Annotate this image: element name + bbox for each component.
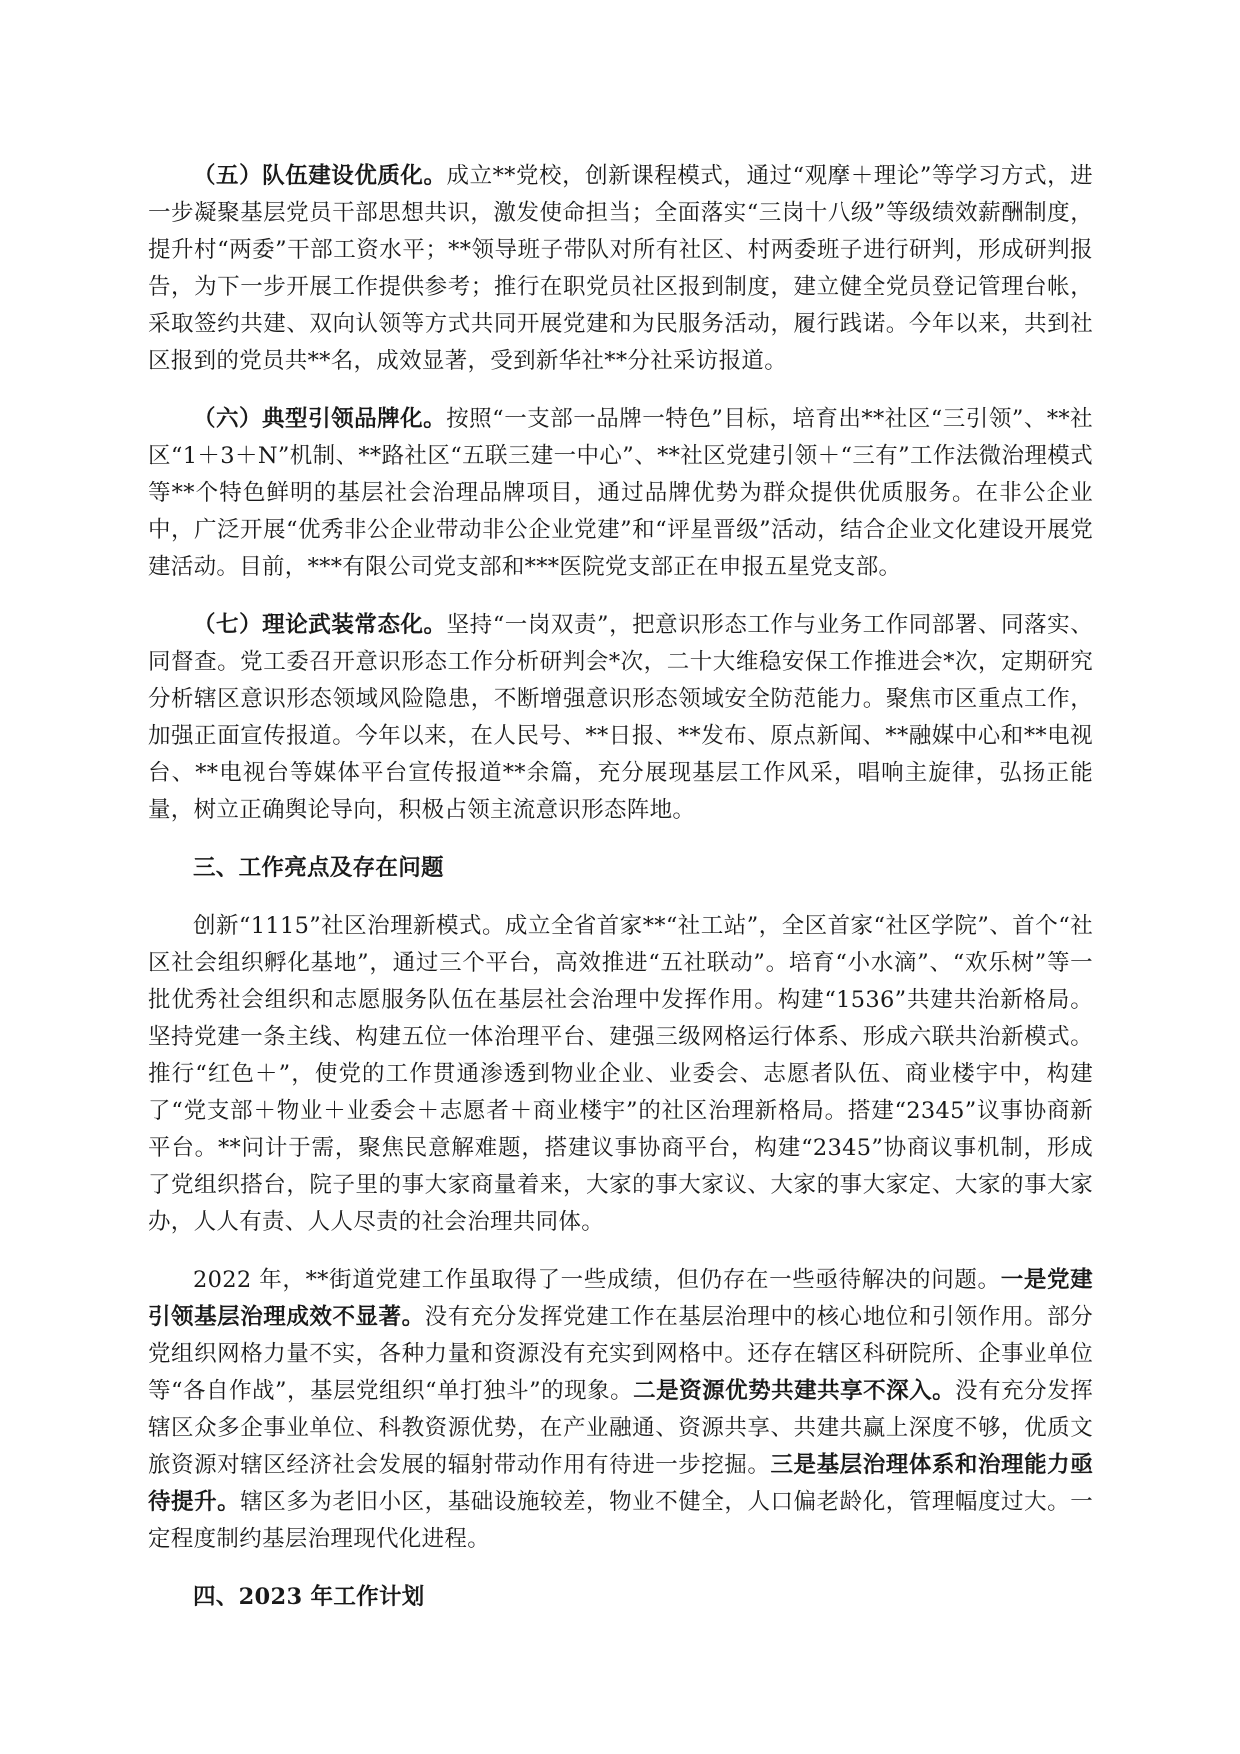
paragraph-theory-arming (148, 607, 1093, 829)
paragraph-text: 坚持“一岗双责”，把意识形态工作与业务工作同部署、同落实、同督查。党工委召开意识形态工作分析研判会*次，二十大维稳安保工作推进会*次，定期研究分析辖区意识形态领域风险隐患，不断增强意识形态领域安全防范能力。聚焦市区重点工作，加强正面宣传报道。今年以来，在人民号、**日报、**发布、原点新闻、**融媒中心和**电视台、**电视台等媒体平台宣传报道**余篇，充分展现基层工作风采，唱响主旋律，弘扬正能量，树立正确舆论导向，积极占领主流意识形态阵地。 (148, 612, 1093, 823)
section-heading-highlights-problems: 三、工作亮点及存在问题 (193, 855, 444, 881)
paragraph-typical-leading (148, 401, 1093, 586)
paragraph-team-building (148, 158, 1093, 380)
paragraph-lead: （七）理论武装常态化。 (193, 612, 447, 638)
document-body (148, 158, 1093, 1637)
paragraph-text: 成立**党校，创新课程模式，通过“观摩＋理论”等学习方式，进一步凝聚基层党员干部思想共识，激发使命担当；全面落实“三岗十八级”等级绩效薪酬制度，提升村“两委”干部工资水平；**领导班子带队对所有社区、村两委班子进行研判，形成研判报告，为下一步开展工作提供参考；推行在职党员社区报到制度，建立健全党员登记管理台帐，采取签约共建、双向认领等方式共同开展党建和为民服务活动，履行践诺。今年以来，共到社区报到的党员共**名，成效显著，受到新华社**分社采访报道。 (148, 163, 1093, 374)
paragraph-highlights (148, 908, 1093, 1241)
paragraph-lead: （六）典型引领品牌化。 (193, 406, 447, 432)
problem-3-text: 辖区多为老旧小区，基础设施较差，物业不健全，人口偏老龄化，管理幅度过大。一定程度制约基层治理现代化进程。 (148, 1489, 1094, 1552)
paragraph-lead: （五）队伍建设优质化。 (193, 163, 447, 189)
problem-1-text: 没有充分发挥党建工作在基层治理中的核心地位和引领作用。部分党组织网格力量不实，各种力量和资源没有充实到网格中。还存在辖区科研院所、企事业单位等“各自作战”，基层党组织“单打独斗”的现象。 (148, 1304, 1094, 1404)
paragraph-problems (148, 1262, 1093, 1558)
paragraph-text: 创新“1115”社区治理新模式。成立全省首家**“社工站”，全区首家“社区学院”、首个“社区社会组织孵化基地”，通过三个平台，高效推进“五社联动”。培育“小水滴”、“欢乐树”等一批优秀社会组织和志愿服务队伍在基层社会治理中发挥作用。构建“1536”共建共治新格局。坚持党建一条主线、构建五位一体治理平台、建强三级网格运行体系、形成六联共治新模式。推行“红色＋”，使党的工作贯通渗透到物业企业、业委会、志愿者队伍、商业楼宇中，构建了“党支部＋物业＋业委会＋志愿者＋商业楼宇”的社区治理新格局。搭建“2345”议事协商新平台。**问计于需，聚焦民意解难题，搭建议事协商平台，构建“2345”协商议事机制，形成了党组织搭台，院子里的事大家商量着来，大家的事大家议、大家的事大家定、大家的事大家办，人人有责、人人尽责的社会治理共同体。 (148, 913, 1093, 1235)
section-heading-work-plan: 四、2023 年工作计划 (193, 1584, 425, 1610)
problem-2-lead: 二是资源优势共建共享不深入。 (633, 1378, 956, 1404)
problems-intro: 2022 年，**街道党建工作虽取得了一些成绩，但仍存在一些亟待解决的问题。 (193, 1267, 1001, 1293)
paragraph-text: 按照“一支部一品牌一特色”目标，培育出**社区“三引领”、**社区“1＋3＋N”机制、**路社区“五联三建一中心”、**社区党建引领＋“三有”工作法微治理模式等**个特色鲜明的基层社会治理品牌项目，通过品牌优势为群众提供优质服务。在非公企业中，广泛开展“优秀非公企业带动非公企业党建”和“评星晋级”活动，结合企业文化建设开展党建活动。目前，***有限公司党支部和***医院党支部正在申报五星党支部。 (148, 406, 1093, 580)
problem-3-lead: 三是基层治理体系和治理能力亟待提升。 (148, 1452, 1093, 1515)
problem-1-lead: 一是党建引领基层治理成效不显著。 (148, 1267, 1093, 1330)
problem-2-text: 没有充分发挥辖区众多企事业单位、科教资源优势，在产业融通、资源共享、共建共赢上深度不够，优质文旅资源对辖区经济社会发展的辐射带动作用有待进一步挖掘。 (148, 1378, 1093, 1478)
